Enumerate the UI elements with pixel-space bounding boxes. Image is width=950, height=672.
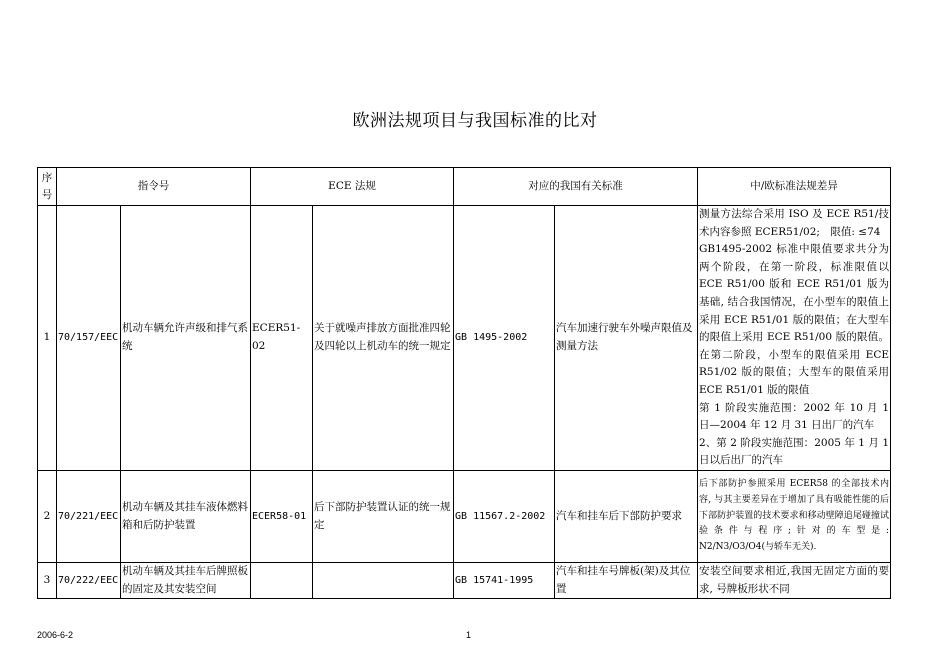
cell-difference — [698, 563, 891, 599]
footer-page-number: 1 — [466, 630, 472, 640]
cell-ece-no: ECER58-01 — [251, 471, 313, 563]
header-directive: 指令号 — [57, 168, 251, 206]
header-ece: ECE 法规 — [251, 168, 454, 206]
header-seq: 序号 — [38, 168, 57, 206]
diff-line: GB1495-2002 标准中限值要求共分为两个阶段，在第一阶段，标准限值以 ECE R51/00 版和 ECE R51/01 版为基础, 结合我国情况，在小型车的限值上采用 ECE R51/01 版的限值；在大型车的限值上采用 ECE R51/00 版的限值。在第二阶段，小型车的限值采用 ECE R51/02 版的限值；大型车的限值采用 ECE R51/01 版的限值 — [699, 243, 890, 396]
cell-seq: 1 — [38, 206, 57, 471]
cell-directive-no: 70/221/EEC — [57, 471, 121, 563]
page-title: 欧洲法规项目与我国标准的比对 — [352, 111, 598, 131]
table-row — [38, 563, 891, 599]
diff-line: 测量方法综合采用 ISO 及 ECE R51/技术内容参照 ECER51/02; 限值: ≤74 — [699, 208, 890, 238]
cell-directive-name: 机动车辆允许声级和排气系统 — [121, 206, 251, 471]
cell-ece-name: 关于就噪声排放方面批准四轮及四轮以上机动车的统一规定 — [313, 206, 454, 471]
cell-ece-no: ECER51-02 — [251, 206, 313, 471]
cell-difference — [698, 206, 891, 471]
table-row — [38, 206, 891, 471]
cell-directive-no: 70/222/EEC — [57, 563, 121, 599]
diff-line: 2、第 2 阶段实施范围：2005 年 1 月 1 日以后出厂的汽车 — [699, 436, 890, 467]
cell-difference — [698, 471, 891, 563]
cell-gb-name: 汽车和挂车号牌板(架)及其位置 — [555, 563, 698, 599]
header-cn-standard: 对应的我国有关标准 — [454, 168, 698, 206]
cell-ece-name: 后下部防护装置认证的统一规定 — [313, 471, 454, 563]
cell-directive-name: 机动车辆及其挂车液体燃料箱和后防护装置 — [121, 471, 251, 563]
table-header-row — [38, 168, 891, 206]
diff-line: 后下部防护参照采用 ECER58 的全部技术内容, 与其主要差异在于增加了具有吸能性能的后下部防护装置的技术要求和移动壁障追尾碰撞试验条件与程序;针对的车型是: N2/N3/O3/O4(与轿车无关). — [699, 479, 890, 553]
cell-directive-name: 机动车辆及其挂车后牌照板的固定及其安装空间 — [121, 563, 251, 599]
footer-date: 2006-6-2 — [37, 630, 74, 640]
cell-gb-no: GB 11567.2-2002 — [454, 471, 555, 563]
cell-gb-no: GB 1495-2002 — [454, 206, 555, 471]
cell-ece-no — [251, 563, 313, 599]
cell-gb-name: 汽车加速行驶车外噪声限值及测量方法 — [555, 206, 698, 471]
header-difference: 中/欧标准法规差异 — [698, 168, 891, 206]
diff-line: 安装空间要求相近,我国无固定方面的要求, 号牌板形状不同 — [699, 565, 890, 595]
cell-gb-name: 汽车和挂车后下部防护要求 — [555, 471, 698, 563]
diff-line: 第 1 阶段实施范围：2002 年 10 月 1 日—2004 年 12 月 31 日出厂的汽车 — [699, 401, 890, 432]
cell-ece-name — [313, 563, 454, 599]
cell-seq: 3 — [38, 563, 57, 599]
cell-directive-no: 70/157/EEC — [57, 206, 121, 471]
cell-seq: 2 — [38, 471, 57, 563]
comparison-table — [37, 167, 891, 599]
table-row — [38, 471, 891, 563]
cell-gb-no: GB 15741-1995 — [454, 563, 555, 599]
